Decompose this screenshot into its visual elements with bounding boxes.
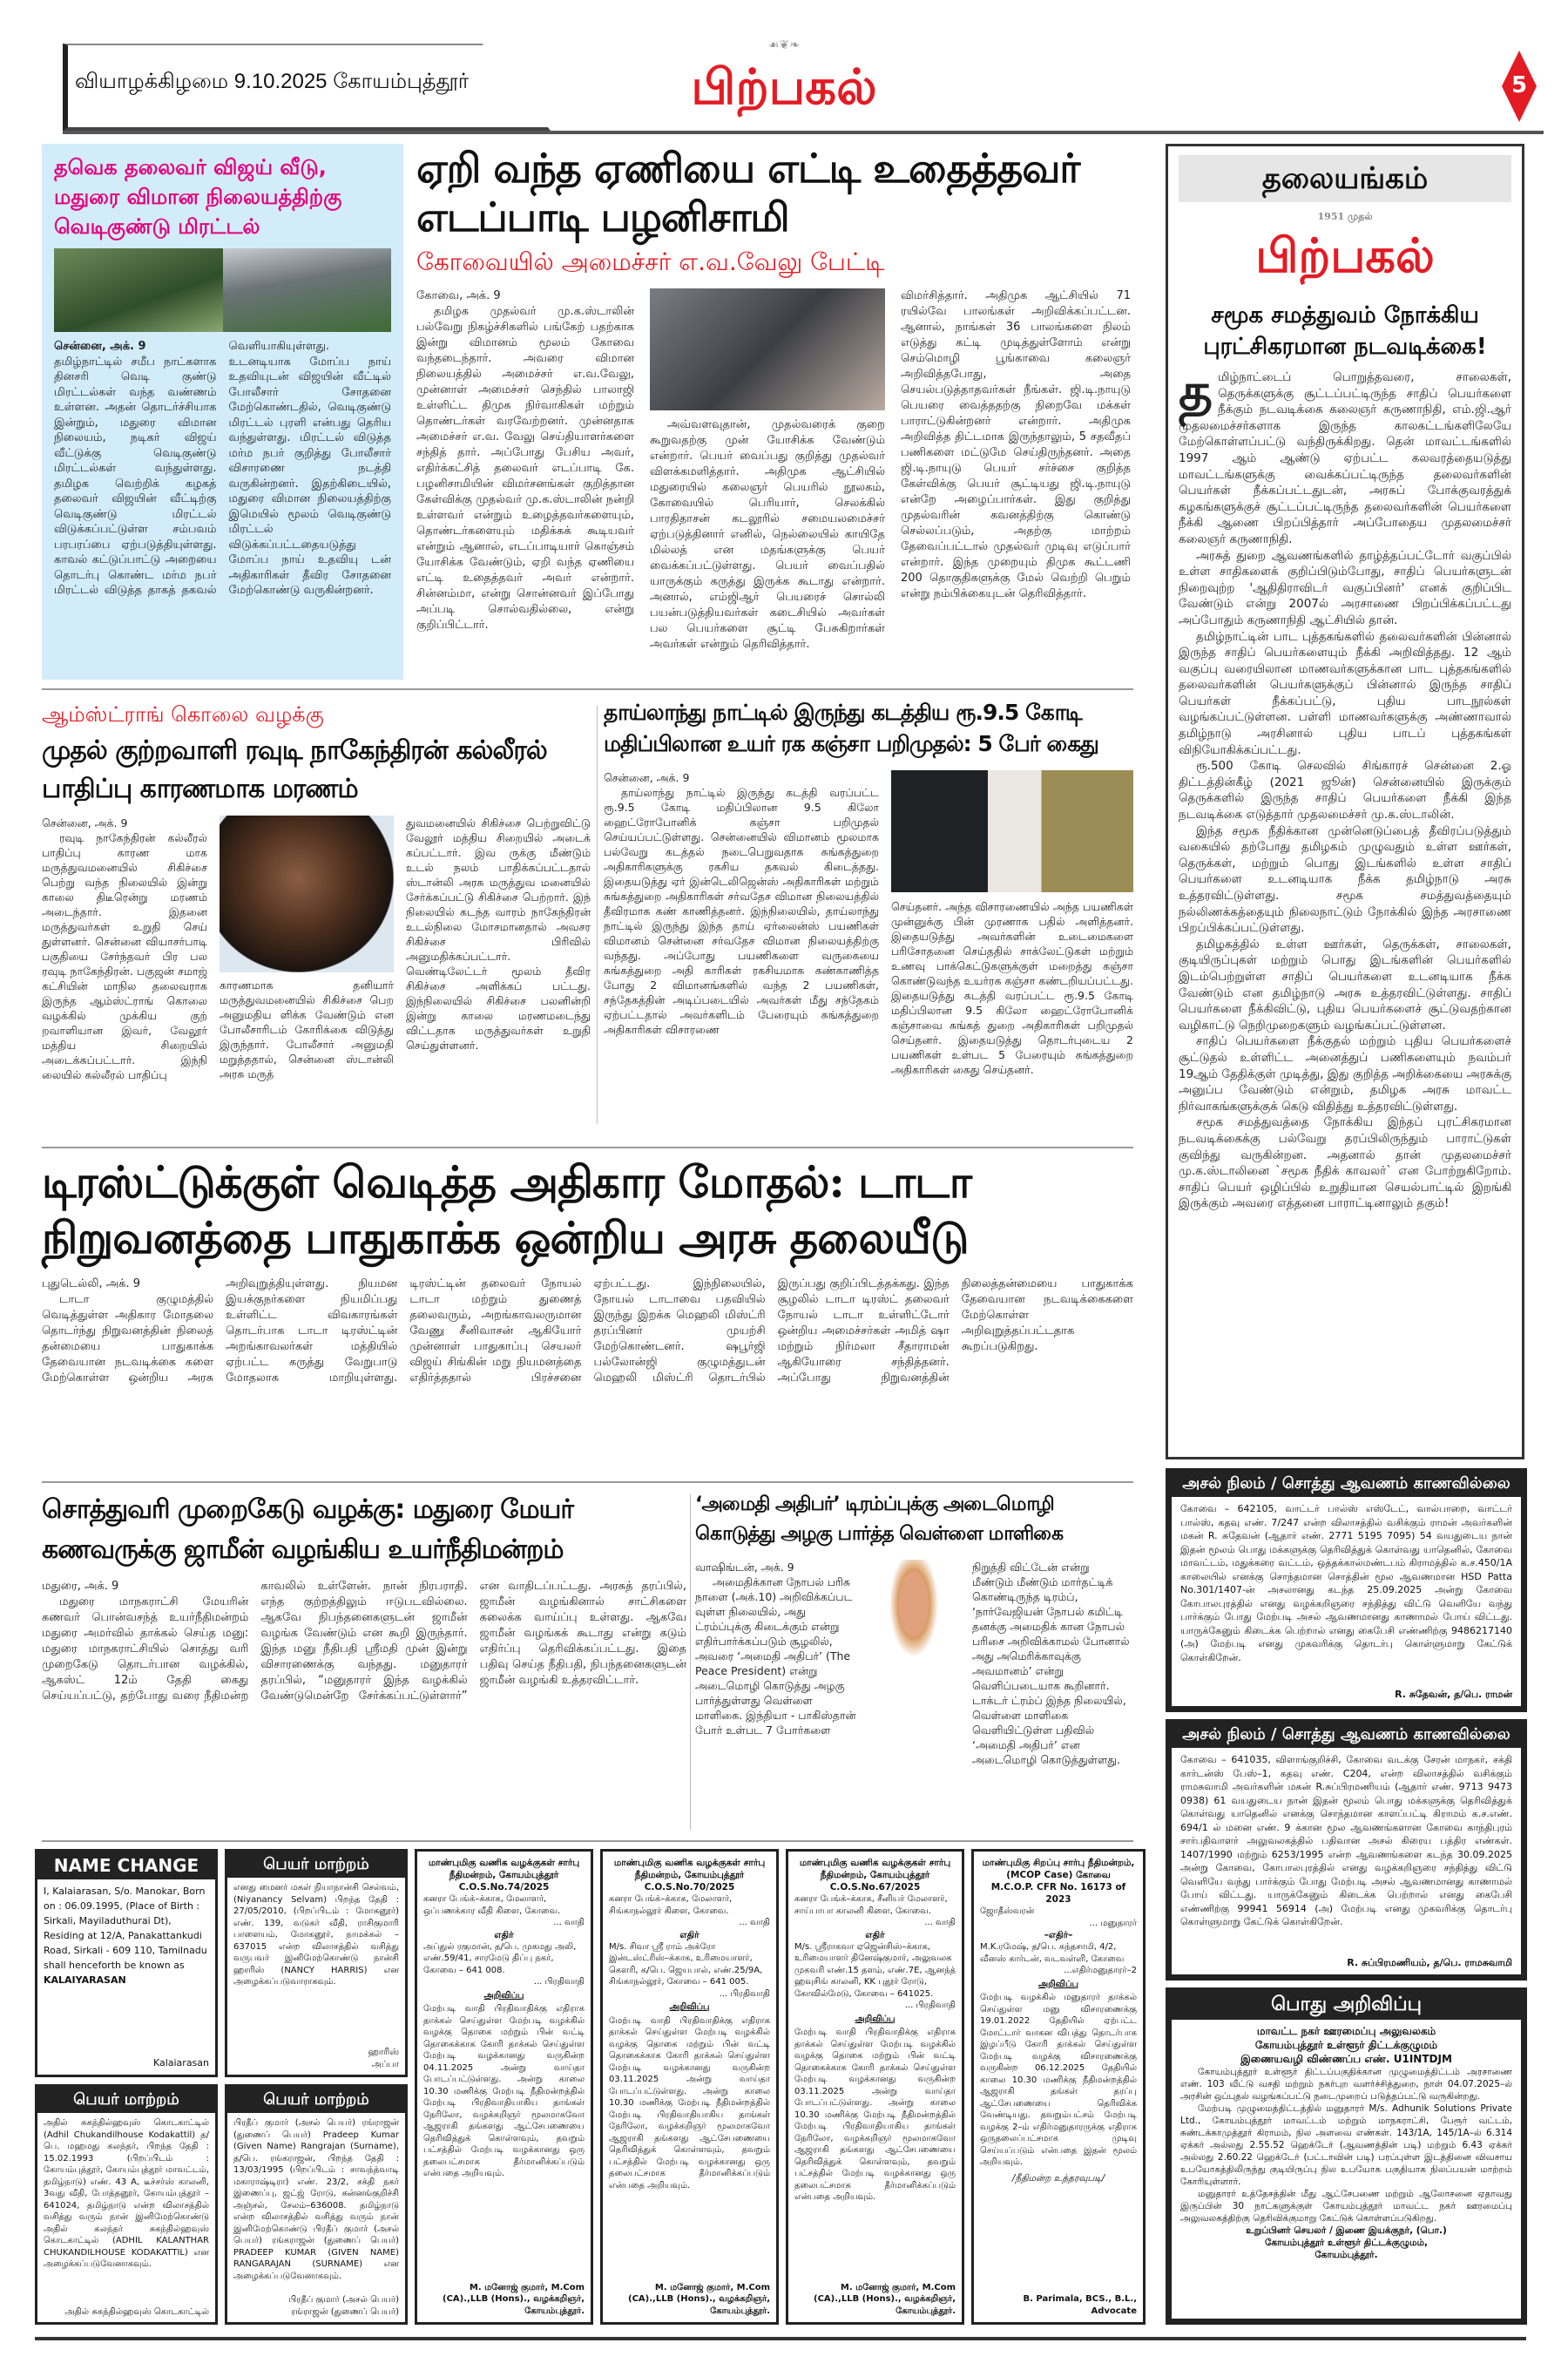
defendant-role: ... பிரதிவாதி [719,1988,770,1999]
column-2 [972,1560,1133,1832]
signature: B. Parimala, BCS., B.L., Advocate [1023,2294,1137,2316]
court-notice-cos-70 [600,1849,779,2325]
notice-body: மேற்படி வழக்கில் மனுதாரர் தாக்கல் செய்துள்ள மனு விசாரணைக்கு 19.01.2022 தேதியில் ஏற்பட்ட மோட்டார் வாகன விபத்து தொடர்பாக இழப்பீடு கோரி தாக்கல் செய்துள்ள மேற்படி வழக்கு விசாரணைக்கு வருகின்ற 06.12.2025 தேதியில் காலை 10.30 மணிக்கு நீதிமன்றத்தில் ஆஜராகி தங்கள் தரப்பு ஆட்சேபணையை தெரிவிக்க வேண்டியது. தவறும்பட்சம் மேற்படி வழக்கு 2–ம் எதிர்மனுதாரருக்கு எதிராக ஒருதலைப்பட்சமாக முடிவு செய்யப்படும் என்பதை இதன் மூலம் அறியவும். [980,1993,1137,2167]
defendant-role: ... பிரதிவாதி [533,1977,585,1987]
defendant: M/s. சிவா ஸ்ரீ ராம் அக்ரோ இன்டஸ்ட்ரிஸ்–க்காக, உரிமையாளர், கௌரி, க/பெ. ஜெயபால், எண்.25/9A, சிங்காநல்லூர், கோவை – 641 005. [609,1941,763,1987]
body-text: தமிழக முதல்வர் மு.க.ஸ்டாலின் பல்வேறு நிகழ்ச்சிகளில் பங்கேற் பதற்காக இன்று விமானம் மூலம் கோவை வந்தடைந்தார். அவரை விமான நிலையத்தில் அமைச்சர் எ.வ.வேலு, முன்னாள் அமைச்சர் செந்தில் பாலாஜி உள்ளிட்ட திமுக நிர்வாகிகள் மற்றும் தொண்டர்கள் வரவேற்றனர். முன்னதாக அமைச்சர் எ.வ. வேலு செய்தியாளர்களை சந்தித் தார். அப்போது பேசிய அவர், எதிர்க்கட்சித் தலைவர் எடப்பாடி கே. பழனிசாமியின் விமர்சனங்கள் குறித்தான கேள்விக்கு முதல்வர் மு.க.ஸ்டாலின் நன்றி உள்ளவர் என்றும் உழைத்தவர்களையும், தொண்டர்களையும் மதிக்கக் கூடியவர் என்றும் ஆனால், எடப்பாடியார் கொஞ்சம் யோசிக்க வேண்டும், ஏறி வந்த ஏணியை எட்டி உதைத்தவர் அவர் என்றார். சின்னம்மா, என்று சொன்னவர் இப்போது அப்படி சொல்வதில்லை, என்று குறிப்பிட்டார். [416,305,634,632]
notice-title: அறிவிப்பு [669,2002,710,2012]
article-eps [416,144,1131,680]
relation: அப்பா [371,2059,399,2069]
signature: ஹாரிஸ் [368,2048,399,2057]
column-3 [901,288,1131,676]
plaintiff-role: ... மனுதாரர் [1089,1918,1137,1928]
masthead-logo[interactable] [679,38,889,129]
defendant-role: ...எதிர்மனுதாரர்–2 [1064,1966,1137,1975]
versus: எதிர் [679,1929,700,1940]
photo-nagendran [220,816,394,972]
paragraph: சமூக சமத்துவத்தை நோக்கிய இந்தப் புரட்சிகரமான நடவடிக்கைக்கு பல்வேறு தரப்பிலிருந்தும் பாராட்டுகள் குவிந்து வருகின்றன. அதனால் தான் முதலமைச்சர் மு.க.ஸ்டாலினை `சமூக நீதிக் காவலர்` என போற்றுகிறோம். சாதிப் பெயர் ஒழிப்பில் உறுதியான செயல்பாட்டில் இறங்கி இருக்கும் அவரை எத்தனை பாராட்டினாலும் தகும்! [1179,1115,1511,1211]
date-line: வியாழக்கிழமை 9.10.2025 கோயம்புத்தூர் [75,70,470,93]
divider [42,1481,1133,1483]
body-text: டாடா குழுமத்தில் வெடித்துள்ள அதிகார மோதலை தொடர்ந்து நிறுவனத்தின் நிலைத் தன்மையை பாதுகாக்க தேவையான நடவடிக்கை களை மேற்கொள்ள ஒன்றிய அரசு அறிவுறுத்தியுள்ளது. நியமன இயக்குநர்களை நியமிப்பது உள்ளிட்ட விவகாரங்கள் தொடர்பாக டாடா டிரஸ்ட்டின் அறங்காவலர்கள் மத்தியில் ஏற்பட்ட கருத்து வேறுபாடு மோதலாக மாறியுள்ளது. டிரஸ்ட்டின் தலைவர் நோயல் டாடா மற்றும் துணைத் தலைவரும், அறங்காவலருமான வேணு சீனிவாசன் ஆகியோர் முன்னாள் பாதுகாப்பு செயலர் விஜய் சிங்கின் மறு நியமனத்தை எதிர்த்ததால் பிரச்சனை ஏற்பட்டது. இந்நிலையில், நோயல் டாடாவை பதவியில் இருந்து இறக்க மெஹலி மிஸ்ட்ரி தரப்பினர் முயற்சி மேற்கொண்டனர். ஷபூர்ஜி பல்லோன்ஜி குழுமத்துடன் மெஹலி மிஸ்ட்ரி தொடர்பில் இருப்பது குறிப்பிடத்தக்கது. இந்த சூழலில் டாடா டிரஸ்ட் தலைவர் நோயல் டாடா உள்ளிட்டோர் ஒன்றிய அமைச்சர்கள் அமித் ஷா மற்றும் நிர்மலா சீதாராமன் ஆகியோரை சந்தித்தனர். அப்போது நிறுவனத்தின் நிலைத்தன்மையை பாதுகாக்க தேவையான நடவடிக்கைகளை மேற்கொள்ள அறிவுறுத்தப்பட்டதாக கூறப்படுகிறது. [42,1277,1133,1385]
photo-seized-ganja [891,770,1133,892]
plaintiff: கனரா பேங்க்–க்காக, மேலாளர், சிங்காநல்லூர் கிளை, கோவை. [609,1894,733,1916]
headline: டிரஸ்ட்டுக்குள் வெடித்த அதிகார மோதல்: டாடா நிறுவனத்தை பாதுகாக்க ஒன்றிய அரசு தலையீடு [42,1156,972,1263]
editorial-body [1179,369,1511,1212]
defendant: M/s. ஸ்ரீராகவா ஏஜென்சிஸ்–க்காக, உரிமையாளர் தினேஷ்குமார், அலுவலக முகவரி எண்.15 தளம், எண்.7E, ஆனந்த் ஹவுசிங் காலனி, KK புதூர் ரோடு, கோவில்மேடு, கோவை – 641025. [794,1941,956,1999]
article-trump-peace-president [695,1490,1133,1834]
new-name: KALAIYARASAN [44,1974,126,1986]
column-1 [416,288,634,676]
column-1 [695,1560,856,1832]
headline: தாய்லாந்து நாட்டில் இருந்து கடத்திய ரூ.9.5 கோடி மதிப்பிலான உயர் ரக கஞ்சா பறிமுதல்: 5 பேர் கைது [604,700,1098,756]
body-text: அமைதிக்கான நோபல் பரிசு நாளை (அக்.10) அறிவிக்கப்பட வுள்ள நிலையில், அது ட்ரம்ப்புக்கு கிடைக்கும் என்று எதிர்பார்க்கப்படும் சூழலில், அவரை ‘அமைதி அதிபர்’ (The Peace President) என்று அடைமொழி கொடுத்து அழகு பார்த்துள்ளது வெள்ளை மாளிகை. இந்தியா - பாகிஸ்தான் போர் உள்பட 7 போர்களை [695,1575,856,1737]
dateline: வாஷிங்டன், அக். 9 [695,1561,794,1574]
photo-house [54,248,223,332]
emblem-icon: ☙❦❧ [767,38,800,52]
article-vijay-bomb-threat [42,144,403,680]
signature-block [233,2047,399,2070]
signature: அதில் சுகந்தில்ஹவுஸ் கொடகாட்டில் [64,2306,209,2317]
signature: M. மனோஜ் குமார், M.Com (CA).,LLB (Hons)., வழக்கறிஞர், கோயம்புத்தூர். [628,2282,770,2316]
body-text: விமர்சித்தார். அதிமுக ஆட்சியில் 71 ரயில்வே பாலங்கள் அறிவிக்கப்பட்டன. ஆனால், நாங்கள் 36 பாலங்களை நிலம் எடுத்து கட்டி முடித்துள்ளோம் என்று செம்மொழி பூங்காவை கலைஞர் அறிவித்தபோது, அதை செயல்படுத்தாதவர்கள் நீங்கள். ஜி.டி.நாயுடு பெயரை வைத்ததற்கு நிறைவே மக்கள் பாராட்டுகின்றனர் என்றார். அதிமுக அறிவித்த திட்டமாக இருந்தாலும், 5 சதவீதப் பணிகளை மட்டுமே செய்திருந்தனர். அதை ஜி.டி.நாயுடு பெயர் சர்ச்சை குறித்த கேள்விக்கு பெயர் சூட்டியது ஜி.டி.நாயுடு என்றே அழைப்பார்கள். இது குறித்து முதல்வரின் கவனத்திற்கு கொண்டு செல்லப்படும், அதற்கு மாற்றம் தேவைப்பட்டால் முதல்வர் முடிவு எடுப்பார் என்றார். இந்த முறையும் திமுக கூட்டணி 200 தொகுதிகளுக்கு மேல் வெற்றி பெறும் என்று நம்பிக்கையுடன் தெரிவித்தார். [901,289,1131,600]
signature: R. சுப்பிரமணியம், த/பெ. ராமசுவாமி [1347,1956,1512,1968]
headline: ‘அமைதி அதிபர்’ டிரம்ப்புக்கு அடைமொழி கொடுத்து அழகு பார்த்த வெள்ளை மாளிகை [695,1493,1064,1545]
paragraph: கோயம்புத்தூர் உள்ளூர் திட்டப்பகுதிக்கான முழுமைத்திட்டம் அரசாணை எண். 103 வீட்டு வசதி மற்றும் நகர்புற வளர்ச்சித்துறை, நாள் 04.07.2025–ல் அரசின் ஒப்புதல் வழங்கப்பட்டு நடைமுறைப் படுத்தப்பட்டு வருகின்றது. [1180,2067,1512,2102]
article-armstrong-case [42,697,591,1137]
plaintiff-role: ... வாதி [553,1918,585,1927]
column-1 [604,770,879,1134]
paragraph: தமிழ்நாட்டின் பாட புத்தகங்களில் தலைவர்களின் பின்னால் இருந்த சாதிப் பெயர்களையும் நீக்கி அறிவித்தது. 12 ஆம் வகுப்பு வரையிலான மாணவர்களுக்கான பாட புத்தகங்களில் தலைவர்களின் பெயர்களுக்குப் பின்னால் இருந்த சாதிப் பெயர்கள் நீக்கப்பட்டு, புதிய பாடநூல்கள் வழங்கப்பட்டுள்ளன. பள்ளி மாணவர்களுக்கு அண்ணாவால் தமிழ்நாடு அரசினால் புதிய பாடப் புத்தகங்கள் விநியோகிக்கப்பட்டது. [1179,629,1511,757]
notice-lost-document-2 [1166,1719,1527,1981]
signature: M. மனோஜ் குமார், M.Com (CA).,LLB (Hons)., வழக்கறிஞர், கோயம்புத்தூர். [443,2282,585,2316]
dateline: சென்னை, அக். 9 [42,816,128,830]
public-notice [1166,1987,1527,2325]
body-text: மதுரை மாநகராட்சி மேயரின் கணவர் பொன்வசந்த் உயர்நீதிமன்றம் மதுரை அமர்வில் தாக்கல் செய்த மனு: மதுரை மாநகராட்சியில் சொத்து வரி முறைகேடு தொடர்பான வழக்கில், ஆகஸ்ட் 12ம் தேதி கைது செய்யப்பட்டு, தற்போது வரை நீதிமன்ற காவலில் உள்ளேன். நான் நிரபராதி. எந்த குற்றத்திலும் ஈடுபடவில்லை. ஆகவே நிபந்தனைகளுடன் ஜாமீன் வழங்க வேண்டும் என கூறி இருந்தார். இந்த மனு நீதிபதி ஸ்ரீமதி முன் இன்று விசாரணைக்கு வந்தது. மனுதாரர் தரப்பில், “மனுதாரர் இந்த வழக்கில் வேண்டுமென்றே சேர்க்கப்பட்டுள்ளார்” என வாதிடப்பட்டது. அரசுத் தரப்பில், ஜாமீன் வழங்கினால் சாட்சிகளை கலைக்க வாய்ப்பு உள்ளது. ஆகவே ஜாமீன் வழங்கக் கூடாது என்று கடும் எதிர்ப்பு தெரிவிக்கப்பட்டது. இதை பதிவு செய்த நீதிபதி, நிபந்தனைகளுடன் ஜாமீன் வழங்கி உத்தரவிட்டார். [42,1580,686,1703]
versus: –எதிர்– [1044,1930,1073,1940]
notice-body [1172,1748,1521,1974]
signature-block [233,2294,399,2318]
divider [42,688,1133,690]
article-ganja-seizure [604,697,1133,1137]
article-body [54,339,391,644]
notice-text: கோவை – 642105, வாட்டர் பால்ஸ் எஸ்டேட், வால்பாறை, வாட்டர் பால்ஸ், கதவு எண். 7/247 என்ற விலாசத்தில் வசிக்கும் ராமன் அவர்களின் மகன் R. சுதேவன் (ஆதார் எண். 2771 5195 7095) 54 வயதுடைய நான் இதன் மூலம் பொது மக்களுக்கு தெரிவித்துக் கொள்வது யாதெனில், கோவை மாவட்டம், மதுக்கரை வட்டம், ஒத்தக்கால்மண்டபம் கிராமத்தில் க.ச.450/1A காலையில் எனக்கு சொந்தமான சொத்தின் மூல ஆவணமான HSD Patta No.301/1407-ன் அசலானது கடந்த 25.09.2025 அன்று கோவை கோபாலபுரத்தில் எனது வழக்கறிஞரை சந்தித்து விட்டு வெளியே வந்து பார்க்கும் போது மேற்படி அசல் ஆவணமானது காணாமல் போய் விட்டது. யாருக்கேனும் கிடைக்க பெற்றால் எனது கைபேசி எண்ணிற்கு 9486217140 (அ) மேற்படி எனது முகவரிக்கு தொடர்பு கொள்ளுமாறு கேட்டுக் கொள்கிறேன். [1180,1503,1512,1663]
paragraph: மேற்படி முழுமைத்திட்டத்தில் மனுதாரர் M/s. Adhunik Solutions Private Ltd., கோயம்புத்தூர் மாவட்டம் மற்றும் மாநகராட்சி, பேரூர் வட்டம், சுண்டக்காமுத்தூர் கிராமம், நில அளவை எண்கள். 143/1A, 145/1A–ல் 6.314 ஏக்கர் அல்லது 2.55.52 ஹெக்டேர் (ஆவணத்தின் படி) மற்றும் 6.43 ஏக்கர் அல்லது 2.60.22 ஹெக்டேர் (பட்டாவின் படி) பரப்புள்ள இடத்தினை விவசாய உபயோகத்திலிருந்து குடியிருப்பு நில உபயோக பகுதியாக நிலப்பயன் மாற்றம் கோரியுள்ளார். [1180,2103,1512,2187]
defendant: M.K.ரமேஷ், த/பெ. கந்தசாமி, 4/2, வீனஸ் கார்டன், வடவள்ளி, கோவை [980,1942,1125,1964]
court-name: மாண்புமிகு வணிக வழக்குகள் சார்பு நீதிமன்றம், கோயம்புத்தூர் [799,1858,951,1880]
dateline: சென்னை, அக். 9 [54,340,146,353]
ad-name-change-nancy [225,1849,408,2077]
dateline: சென்னை, அக். 9 [604,771,690,784]
photo-minister-press [650,288,885,410]
signature: M. மனோஜ் குமார், M.Com (CA).,LLB (Hons)., வழக்கறிஞர், கோயம்புத்தூர். [814,2282,956,2316]
court-name: மாண்புமிகு வணிக வழக்குகள் சார்பு நீதிமன்றம், கோயம்புத்தூர் [613,1858,766,1880]
dateline: கோவை, அக். 9 [416,289,501,302]
kicker: ஆம்ஸ்ட்ராங் கொலை வழக்கு [42,702,324,727]
photo-house-airport [54,248,391,332]
plaintiff: ஜோதீஸ்வரன் [980,1906,1035,1916]
notice-body: மேற்படி வாதி பிரதிவாதிக்கு எதிராக தாக்கல் செய்துள்ள மேற்படி வழக்கில் வழக்கு தொகை மற்றும் பின் வட்டி தொகைக்காக கோரி தாக்கல் செய்துள்ள மேற்படி வழக்கானது வருகின்ற 03.11.2025 அன்று வாய்தா போடப்பட்டுள்ளது. அன்று காலை 10.30 மணிக்கு மேற்படி நீதிமன்றத்தில் மேற்படி பிரதிவாதியாகிய தாங்கள் நேரிலோ, வழக்கறிஞர் மூலமாகவோ ஆஜராகி தங்களது ஆட்சேபணையை தெரிவித்துக் கொள்ளவும், தவறும் பட்சத்தில் மேற்படி வழக்கானது ஒரு தலைபட்சமாக தீர்மானிக்கப்படும் என்பதை அறியவும். [794,2028,956,2202]
court-name: மாண்புமிகு வணிக வழக்குகள் சார்பு நீதிமன்றம், கோயம்புத்தூர் [428,1858,580,1880]
dateline: புதுடெல்லி, அக். 9 [42,1277,141,1290]
logo-caption: 1951 முதல் [1317,211,1373,222]
defendant-role: ... பிரதிவாதி [904,2001,956,2010]
ad-name-change-pradeep [225,2084,408,2325]
paragraph: அரசுத் துறை ஆவணங்களில் தாழ்த்தப்பட்டோர் வகுப்பில் உள்ள சாதிகளைக் குறிப்பிடும்போது, சாதிப் பெயர்களுடன் நிறைவுற்ற 'ஆதிதிராவிடர் வகுப்பினர்' எனக் குறிப்பிட வேண்டும் என்று 2007ல் அரசாணை பிறப்பிக்கப்பட்டது அப்போதும் கருணாநிதி ஆட்சியில் தான். [1179,548,1511,627]
body-text: தமிழ்நாட்டில் சமீப நாட்களாக தினசரி வெடி குண்டு மிரட்டல்கள் வந்த வண்ணம் உள்ளன. அதன் தொடர்ச்சியாக இன்றும், மதுரை விமான நிலையம், நடிகர் விஜய் வீட்டுக்கு வெடிகுண்டு மிரட்டல்கள் வந்துள்ளது. தமிழக வெற்றிக் கழகத் தலைவர் விஜயின் வீட்டிற்கு வெடிகுண்டு மிரட்டல் விடுக்கப்பட்டுள்ள சம்பவம் பரபரப்பை ஏற்படுத்தியுள்ளது. காவல் கட்டுப்பாட்டு அறையை தொடர்பு கொண்ட மர்ம நபர் மிரட்டல் விடுத்த தாகத் தகவல் வெளியாகியுள்ளது. உடனடியாக மோப்ப நாய் உதவியுடன் விஜயின் வீட்டில் போலீசார் சோதனை மேற்கொண்டதில், வெடிகுண்டு மிரட்டல் புரளி என்பது தெரிய வந்துள்ளது. மிரட்டல் விடுத்த மர்ம நபர் குறித்து போலீசார் விசாரணை நடத்தி வருகின்றனர். இதற்கிடையில், மதுரை விமான நிலையத்திற்கு இமெயில் மூலம் வெடிகுண்டு மிரட்டல் விடுக்கப்பட்டதையடுத்து மோப்ப நாய் உதவியு டன் அதிகாரிகள் தீவிர சோதனை மேற்கொண்டு வருகின்றனர். [54,340,391,597]
column-1 [42,816,207,1134]
headline: முதல் குற்றவாளி ரவுடி நாகேந்திரன் கல்லீரல் பாதிப்பு காரணமாக மரணம் [42,735,547,804]
page-number-badge [1502,51,1537,122]
notice-body: மேற்படி வாதி பிரதிவாதிக்கு எதிராக தாக்கல் செய்துள்ள மேற்படி வழக்கில் வழக்கு தொகை மற்றும் பின் வட்டி தொகைக்காக கோரி தாக்கல் செய்துள்ள மேற்படி வழக்கானது வருகின்ற 03.11.2025 அன்று வாய்தா போடப்பட்டுள்ளது. அன்று காலை 10.30 மணிக்கு மேற்படி நீதிமன்றத்தில் மேற்படி பிரதிவாதியாகிய தாங்கள் நேரிலோ, வழக்கறிஞர் மூலமாகவோ ஆஜராகி தங்களது ஆட்சேபணையை தெரிவித்துக் கொள்ளவும், தவறும் பட்சத்தில் மேற்படி வழக்கானது ஒரு தலைபட்சமாக தீர்மானிக்கப்படும் என்பதை அறியவும். [609,2015,770,2191]
notice-title: அறிவிப்பு [1038,1979,1078,1989]
case-number: M.C.O.P. CFR No. 16173 of 2023 [990,1882,1126,1905]
plaintiff-role: ... வாதி [739,1918,770,1927]
body-text: செய்தனர். அந்த விசாரணையில் அந்த பயணிகள் முன்னுக்கு பின் முரணாக பதில் அளித்தனர். இதையடுத்து அவர்களின் உடைமைகளை பரிசோதனை செய்ததில் சாக்லேட்டுகள் மற்றும் உணவு பாக்கெட்டுகளுக்குள் மறைத்து கஞ்சா கொண்டுவந்த உயர்ரக கஞ்சா கண்டறியப்பட்டது. இதையடுத்து கடத்தி வரப்பட்ட ரூ.9.5 கோடி மதிப்பிலான 9.5 கிலோ ஹைட்ரோபோனிக் கஞ்சாவை சுங்கத் துறை அதிகாரிகள் பறிமுதல் செய்தனர். இதையடுத்து தொடர்புடைய 2 பயணிகள் உள்பட 5 பேரையும் சுங்கத்துறை அதிகாரிகள் கைது செய்தனர். [891,900,1133,1076]
divider [42,1840,1133,1842]
footer-rule [35,2337,1526,2340]
editorial-logo [1179,211,1511,288]
column-divider [597,706,598,1124]
ad-body [227,2113,405,2322]
ad-name-change-kalaiarasan [35,1849,218,2077]
drop-cap: த [1179,369,1213,423]
ad-title: பெயர் மாற்றம் [227,1852,405,1878]
article-body [42,1579,686,1832]
body-text: ரவுடி நாகேந்திரன் கல்லீரல் பாதிப்பு காரண மாக மருத்துவமனையில் சிகிச்சை பெற்று வந்த நிலையில் இன்று காலை திடீரென்று மரணம் அடைந்தார். இதனை மருத்துவர்கள் உறுதி செய் துள்ளனர். சென்னை வியாசர்பாடி பகுதியை சேர்ந்தவர் பிர பல ரவுடி நாகேந்திரன். பகுஜன் சமாஜ் கட்சியின் மாநில தலைவராக இருந்த ஆம்ஸ்ட்ராங் கொலை வழக்கில் முக்கிய குற் றவாளியான இவர், வேலூர் மத்திய சிறையில் அடைக்கப்பட்டார். இந்நி லையில் கல்லீரல் பாதிப்பு [42,831,207,1081]
notice-body: மேற்படி வாதி பிரதிவாதிக்கு எதிராக தாக்கல் செய்துள்ள மேற்படி வழக்கில் வழக்கு தொகை மற்றும் பின் வட்டி தொகைக்காக கோரி தாக்கல் செய்துள்ள மேற்படி வழக்கானது வருகின்ற 04.11.2025 அன்று வாய்தா போடப்பட்டுள்ளது. அன்று காலை 10.30 மணிக்கு மேற்படி நீதிமன்றத்தில் மேற்படி பிரதிவாதியாகிய தாங்கள் நேரிலோ, வழக்கறிஞர் மூலமாகவோ ஆஜராகி தங்களது ஆட்சேபணையை தெரிவித்துக் கொள்ளவும், தவறும் பட்சத்தில் மேற்படி வழக்கானது ஒரு தலைபட்சமாக தீர்மானிக்கப்படும் என்பதை அறியவும். [423,2004,585,2178]
court-notice-cos-74 [415,1849,593,2325]
body-text: காரணமாக தனியார் மருத்துவமனையில் சிகிச்சை பெற அனுமதிய ளிக்க வேண்டும் என போலீசாரிடம் கோரிக்கை விடுத்து இருந்தார். போலீசார் அனுமதி மறுத்ததால், சென்னை ஸ்டான்லி அரசு மருத் [220,978,394,1080]
signature: Kalaiarasan [152,2057,209,2069]
notice-title: அறிவிப்பு [483,1990,524,2001]
signatory: கோயம்புத்தூர் உள்ளூர் திட்டக்குழுமம், [1264,2238,1429,2248]
ad-text: அதில் சுகந்தில்ஹவுஸ் கொடகாட்டில் (Adhil Chukandilhouse Kodakattil) த/பெ. மஹமது கலந்தர், பிறந்த தேதி : 15.02.1993 (பிறப்பிடம் : கோயம்புத்தூர், கோயம்புத்தூர் மாவட்டம், தமிழ்நாடு) எண். 43 A, டீச்சர்ஸ் காலனி, 3வது வீதி, போத்தனூர், கோயம்புத்தூர் –641024, தமிழ்நாடு என்ற விலாசத்தில் வசித்து வரும் நான் இனிமேற்கொண்டு அதில் கலந்தர் சுகந்தில்ஹவுஸ் கொடகாட்டில் (ADHIL KALANTHAR CHUKANDILHOUSE KODAKATTIL) என அழைக்கப்படுவேனாகவும். [44,2118,209,2269]
headline: தவெக தலைவர் விஜய் வீடு, மதுரை விமான நிலையத்திற்கு வெடிகுண்டு மிரட்டல் [54,155,342,239]
signature: R. சுதேவன், த/பெ. ராமன் [1395,1688,1512,1700]
case-number: C.O.S.No.70/2025 [644,1882,735,1893]
body-text: நிறுத்தி விட்டேன் என்று மீண்டும் மீண்டும் மார்தட்டிக் கொண்டிருந்த டிரம்ப், ‘நார்வேஜியன் நோபல் கமிட்டி தனக்கு அமைதிக் கான நோபல் பரிசை அறிவிக்காமல் போனால் அது அமெரிக்காவுக்கு அவமானம்’ என்று வெளிப்படையாக கூறினார். டாக்டர் ட்ரம்ப் இந்த நிலையில், வெள்ளை மாளிகை வெளியிட்டுள்ள பதிவில் ‘அமைதி அதிபர்’ என அடைமொழி கொடுத்துள்ளது. [972,1561,1130,1766]
defendant: அப்துல் ரகுமான், த/பெ. முகமது அலி, எண்.59/41, சாரமேடு திப்பு நகர், கோவை – 641 008. [423,1941,577,1975]
ad-body [37,1879,215,2075]
application-number: இணையவழி விண்ணப்ப எண். U1INTDJM [1240,2053,1452,2065]
header-rule [63,131,1544,134]
paragraph: இந்த சமூக நீதிக்கான முன்னெடுப்பைத் தீவிரப்படுத்தும் வகையில் தற்போது தமிழகம் முழுவதும் உள்ள ஊர்கள், தெருக்கள், மற்றும் பொது இடங்களில் உள்ள சாதிப் பெயர்களை உடனடியாக நீக்க தமிழ்நாடு அரசு உத்தரவிட்டுள்ளது. சமூக சமத்துவத்தையும் நல்லிணக்கத்தையும் நிலைநாட்டும் நோக்கில் இந்த அரசாணை பிறப்பிக்கப்பட்டுள்ளது. [1179,823,1511,936]
date-banner [63,44,568,131]
plaintiff: கனரா பேங்க்–க்காக, சீனியர் மேலாளர், சாய்பாபா காலனி கிளை, கோவை. [794,1894,948,1916]
ad-body [227,1878,405,2075]
notice-title: அசல் நிலம் / சொத்து ஆவணம் காணவில்லை [1182,1725,1511,1744]
notice-text: கோவை – 641035, விளாங்குறிச்சி, கோவை வடக்கு சேரன் மாநகர், சக்தி கார்டன்ஸ் பேஸ்–1, கதவு எண். C204, என்ற விலாசத்தில் வசிக்கும் ராமசுவாமி அவர்களின் மகன் R.சுப்பிரமணியம் (ஆதார் எண். 9713 9473 0938) 61 வயதுடைய நான் இதன் மூலம் பொது மக்களுக்கு தெரிவித்துக் கொள்வது யாதெனில் எனக்கு சொந்தமான காளப்பட்டி கிராமம் க.ச.எண். 694/1 ல் மனை எண். 9 க்கான மூல ஆவணங்களான கோவை காந்திபுரம் சார்பதிவாளர் அலுவலகத்தில் பதிவான அசல் கிரைய பத்திர எண்கள். 1407/1990 மற்றும் 6253/1995 என்ற ஆவணங்களை கடந்த 30.09.2025 அன்று கோவை, கோபாலபுரத்தில் எனது வழக்கறிஞரை சந்தித்து விட்டு வெளியே வந்து பார்க்கும் போது மேற்படி அசல் ஆவணமானது காணாமல் போய் விட்டது. யாருக்கேனும் கிடைக்க பெற்றால் எனது கைபேசி எண்ணிற்கு 99941 56914 (அ) மேற்படி எனது முகவரிக்கு தொடர்பு கொள்ளுமாறு கேட்டுக் கொள்கிறேன். [1180,1754,1512,1927]
article-body [42,1276,1133,1470]
ad-text: பிரதீப் குமார் (அசல் பெயர்) ரங்ராஜன் (துணைப் பெயர்) Pradeep Kumar (Given Name) Rangrajan (Surname), த/பெ. ரங்கராஜன், பிறந்த தேதி : 13/03/1995 (பிறப்பிடம் : சாவந்த்வாடி மகாராஷ்டிரா) எண். 23/2, சக்தி நகர் இணைப்பு, ஜட்ஜ் ரோடு, கன்னங்குறிச்சி அஞ்சல், சேலம்–636008. தமிழ்நாடு என்ற விலாசத்தில் வசித்து வரும் நான் இனிமேற்கொண்டு பிரதீப் குமார் (அசல் பெயர்) ரங்கராஜன் (துணைப் பெயர்) PRADEEP KUMAR (GIVEN NAME) RANGARAJAN (SURNAME) என அழைக்கப்படுவேனாகவும். [233,2118,399,2281]
office-line: மாவட்ட நகர் ஊரமைப்பு அலுவலகம் [1256,2025,1436,2037]
plaintiff: கனரா பேங்க்–க்காக, மேலாளர், ஒப்பணக்கார வீதி கிளை, கோவை. [423,1894,561,1916]
office-line: கோயம்புத்தூர் உள்ளூர் திட்டக்குழுமம் [1254,2039,1438,2051]
article-tata-trust [42,1155,1133,1473]
section-title: தலையங்கம் [1179,155,1511,202]
signature: ரங்ராஜன் (துணைப் பெயர்) [291,2306,399,2317]
paragraph: தமிழகத்தில் உள்ள ஊர்கள், தெருக்கள், சாலைகள், குடியிருப்புகள் மற்றும் பொது இடங்களின் பெயர்களில் இடம்பெற்றுள்ள சாதிப் பெயர்களை உடனடியாக நீக்க வேண்டும் என தமிழ்நாடு அரசு உத்தரவிட்டுள்ளது. சாதிப் பெயர்களை நீக்கிவிட்டு, புதிய பெயர்களைச் சூட்டுவதற்கான வழிகாட்டு நெறிமுறைகளும் வழங்கப்பட்டுள்ளன. [1179,937,1511,1033]
ad-text: I, Kalaiarasan, S/o. Manokar, Born on : 06.09.1995, (Place of Birth : Sirkali, Mayiladuthurai Dt), Residing at 12/A, Panakattankudi Road, Sirkali - 609 110, Tamilnadu shall henceforth be known as [44,1886,207,1971]
editorial-box [1166,144,1524,1459]
dateline: மதுரை, அக். 9 [42,1580,119,1593]
paragraph: ரூ.500 கோடி செலவில் சிங்காரச் சென்னை 2.ஓ திட்டத்தின்கீழ் (2021 ஜூன்) சென்னையில் இருக்கும் தெருக்களில் இருந்த சாதிப் பெயர்களை நீக்கி இந்த நடவடிக்கை எடுத்தார் முதலமைச்சர் மு.க.ஸ்டாலின். [1179,759,1511,823]
photo-trump [866,1560,962,1708]
body-text: தாய்லாந்து நாட்டில் இருந்து கடத்தி வரப்பட்ட ரூ.9.5 கோடி மதிப்பிலான 9.5 கிலோ ஹைட்ரோபோனிக் கஞ்சா பறிமுதல் செய்யப்பட்டுள்ளது. சென்னையில் விமானம் மூலமாக பல்வேறு கடத்தல் நடைபெறுவதாக சுங்கத்துறை அதிகாரிகளுக்கு ரகசிய தகவல் கிடைத்தது. இதையடுத்து ஏர் இன்டெலிஜென்ஸ் அதிகாரிகள் மற்றும் சுங்கத்துறை அதிகாரிகள் சர்வதேச விமான நிலையத்தில் தீவிரமாக கண் காணித்தனர். இந்நிலையில், தாய்லாந்து நாட்டில் இருந்து இந்த தாய் ஏர்லைன்ஸ் பயணிகள் விமானம் சென்னை சர்வதேச விமான நிலையத்திற்கு வந்தது. அப்போது பயணிகளை வருகையை சுங்கத்துறை அதி காரிகள் ரகசியமாக கண்காணித்த போது 2 விமானங்களில் வந்த 2 பயணிகள், சந்தேகத்தின் அடிப்படையில் அவர்கள் மீது சந்தேகம் ஏற்பட்டதால் அவர்களிடம் பேரையும் சுங்கத்துறை அதிகாரிகள் விசாரணை [604,786,879,1036]
case-number: C.O.S.No.74/2025 [458,1882,550,1893]
notice-lost-document-1 [1166,1468,1527,1712]
paragraph: சாதிப் பெயர்களை நீக்குதல் மற்றும் புதிய பெயர்களைச் சூட்டுதல் உள்ளிட்ட அனைத்துப் பணிகளையும் நவம்பர் 19ஆம் தேதிக்குள் முடித்து, இது குறித்த அறிக்கையை அரசுக்கு அனுப்ப வேண்டும் என்றும், தமிழக அரசு மாவட்ட நிர்வாகங்களுக்குக் கெடு விதித்து உத்தரவிட்டுள்ளது. [1179,1034,1511,1114]
paragraph: மனுதாரர் உத்தேசத்தின் மீது ஆட்சேபணை மற்றும் ஆலோசனை ஏதாவது இருப்பின் 30 நாட்களுக்குள் கோயம்புத்தூர் மாவட்ட நகர் ஊரமைப்பு அலுவலகத்திற்கு தெரிவிக்குமாறு கேட்டுக் கொள்ளப்படுகிறது. [1180,2189,1512,2224]
case-number: C.O.S.No.67/2025 [829,1882,921,1893]
body-text: அவ்வளவுதான், முதல்வரைக் குறை கூறுவதற்கு முன் யோசிக்க வேண்டும் என்றார். பெயர் வைப்பது குறித்து முதல்வர் விளக்கமளித்தார். அதிமுக ஆட்சியில் மதுரையில் கலைஞர் பெயரில் நூலகம், கோவையில் பெரியார், செலக்கில் பாரதிதாசன் கடலூரில் சமையலமைச்சர் ஏற்படுத்தினார் எனில், நெல்லையில் காயிதே மில்லத் என மதங்களுக்கு பெயர் வைக்கப்பட்டுள்ளது. பெயர் வைப்பதில் யாருக்கும் கருத்து இருக்க கூடாது என்றார். அனால், எம்ஜிஆர் பெயரைச் சொல்லி பயன்படுத்தியவர்கள் கடைசியில் அவர்கள் பல பெயர்களை சூட்டி பேசுகிறார்கள் அவர்கள் என்றும் தெரிவித்தார். [650,418,885,651]
court-notice-mcop [971,1849,1146,2325]
notice-title: பொது அறிவிப்பு [1271,1994,1422,2015]
notice-body [1172,1497,1521,1706]
versus: எதிர் [494,1929,514,1940]
notice-title: அசல் நிலம் / சொத்து ஆவணம் காணவில்லை [1182,1474,1511,1493]
signature: பிரதீப் குமார் (அசல் பெயர்) [288,2295,399,2305]
column-2 [220,978,394,1134]
ad-body [37,2113,215,2322]
signatory: கோயம்புத்தூர். [1315,2250,1378,2260]
body-text: துவமனையில் சிகிச்சை பெற்றுவிட்டு வேலூர் மத்திய சிறையில் அடைக் கப்பட்டார். இவ ருக்கு மீண்டும் உடல் நலம் பாதிக்கப்பட்டதால் ஸ்டான்லி அரசு மருத்துவ மனையில் சேர்க்கப்பட்டு சிகிச்சை பெற்றார். இந் நிலையில் கடந்த வாரம் நாகேந்திரன் உடல்நிலை மோசமானதால் அவசர சிகிச்சை பிரிவில் அனுமதிக்கப்பட்டார். வெண்டிலேட்டர் மூலம் தீவிர சிகிச்சை அளிக்கப் பட்டது. இந்நிலையில் சிகிச்சை பலனின்றி இன்று காலை மரணமடைந்து விட்டதாக மருத்துவர்கள் உறுதி செய்துள்ளனர். [406,816,591,1052]
headline: சொத்துவரி முறைகேடு வழக்கு: மதுரை மேயர் கணவருக்கு ஜாமீன் வழங்கிய உயர்நீதிமன்றம் [42,1494,574,1565]
article-madurai-bail [42,1490,686,1834]
headline: ஏறி வந்த ஏணியை எட்டி உதைத்தவர் எடப்பாடி பழனிசாமி [416,145,1080,240]
subheadline: கோவையில் அமைச்சர் எ.வ.வேலு பேட்டி [416,247,885,276]
divider [42,1147,1133,1148]
ad-text: எனது மைனர் மகள் நியாநான்சி செல்வம், (Niyanancy Selvam) பிறந்த தேதி : 27/05/2010, (பிறப்பிடம் : மோகனூர்) எண். 139, வடுகர் வீதி, ராசிகுமாரி பாளையம், மோகனூர், நாமக்கல் – 637015 என்ற விலாசத்தில் வசித்து வருபவர் இனிமேற்கொண்டு நான்சி ஹாரிஸ் (NANCY HARRIS) என அழைக்கப்படுவாராகவும். [233,1883,399,1987]
notice-title: அறிவிப்பு [855,2014,896,2024]
versus: எதிர் [865,1929,885,1940]
ad-name-change-adhil [35,2084,218,2325]
order-line: /நீதிமன்ற உத்தரவுபடி/ [1011,2172,1105,2184]
column-3 [406,816,591,1134]
ad-title: பெயர் மாற்றம் [227,2087,405,2113]
column-2 [650,288,885,676]
ad-title: NAME CHANGE [37,1852,215,1879]
column-2 [891,899,1133,1134]
photo-airport [223,248,392,332]
column-divider [690,1494,691,1830]
paragraph: மிழ்நாட்டைப் பொறுத்தவரை, சாலைகள், தெருக்களுக்கு சூட்டப்பட்டிருந்த சாதிப் பெயர்களை நீக்கும் நடவடிக்கை கலைஞர் கருணாநிதி, எம்.ஜி.ஆர் முதலமைச்சர்களாக இருந்த காலகட்டங்களிலேயே மேற்கொள்ளப்பட்டு வந்திருக்கிறது. தென் மாவட்டங்களில் 1997 ஆம் ஆண்டு ஏற்பட்ட கலவரத்தையடுத்து மாவட்டங்களுக்கு வைக்கப்பட்டிருந்த தலைவர்களின் பெயர்கள் நீக்கப்பட்டதுடன், அரசுப் போக்குவரத்துக் கழகங்களுக்குச் சூட்டப்பட்டிருந்த தலைவர்களின் பெயர்களை நீக்கி ஆணை பிறப்பித்தார் அப்போதைய முதலமைச்சர் கலைஞர் கருணாநிதி. [1179,370,1511,546]
signatory: உறுப்பினர் செயலர் / இணை இயக்குநர், (பொ.) [1246,2225,1447,2236]
page-number: 5 [1511,72,1528,98]
ad-title: பெயர் மாற்றம் [37,2087,215,2113]
notice-body [1172,2020,1521,2319]
court-name: மாண்புமிகு சிறப்பு சார்பு நீதிமன்றம், (MCOP Case) கோவை [982,1858,1135,1880]
plaintiff-role: ... வாதி [924,1918,956,1927]
logo-text: பிற்பகல் [1255,227,1435,283]
court-notice-cos-67 [786,1849,964,2325]
editorial-headline: சமூக சமத்துவம் நோக்கிய புரட்சிகரமான நடவடிக்கை! [1203,302,1487,360]
logo-text: பிற்பகல் [691,58,877,116]
